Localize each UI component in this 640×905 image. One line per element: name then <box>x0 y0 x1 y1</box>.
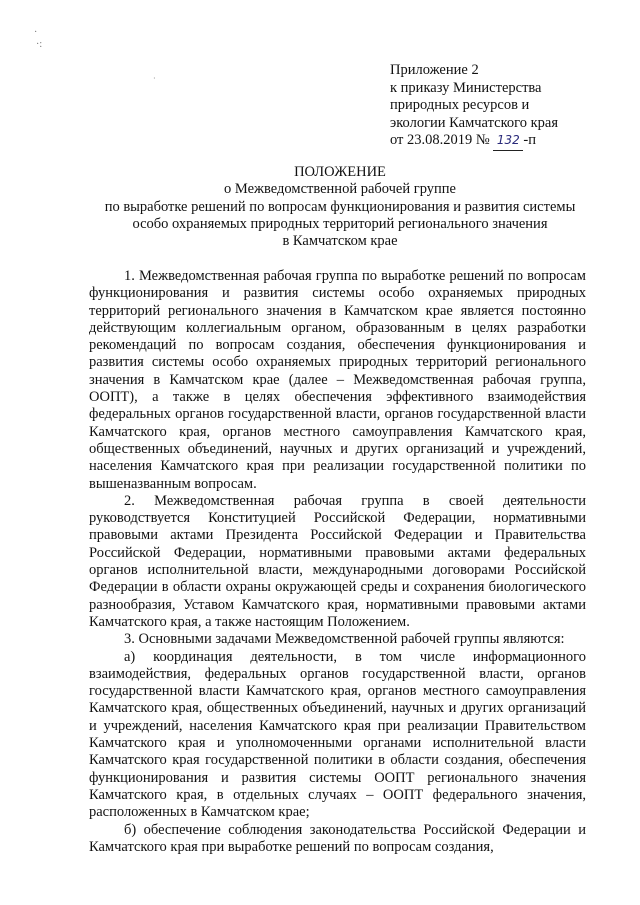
title-line: в Камчатском крае <box>282 233 398 250</box>
title-line: особо охраняемых природных территорий регионального значения <box>132 215 548 232</box>
appendix-line: экологии Камчатского края <box>390 114 558 131</box>
title-line: о Межведомственной рабочей группе <box>224 181 456 198</box>
paragraph-2: 2. Межведомственная рабочая группа в своей деятельности руководствуется Конституцией Российской Федерации, нормативными правовыми актами Президента Российской Федерации и Правительства Российской Федерации, нормативными правовыми актами федеральных органов исполнительной власти, международными договорами Российской Федерации в области охраны окружающей среды и сохранения биологического разнообразия, Уставом Камчатского края, нормативными правовыми актами Камчатского края, а также настоящим Положением. <box>89 492 586 630</box>
appendix-line: природных ресурсов и <box>390 97 530 113</box>
appendix-line: Приложение 2 <box>390 62 479 78</box>
scan-mark: · <box>153 74 156 83</box>
order-suffix: -п <box>523 132 536 148</box>
document-title <box>60 164 620 250</box>
appendix-header <box>390 62 630 151</box>
paragraph-1: 1. Межведомственная рабочая группа по выработке решений по вопросам функционирования и развития системы особо охраняемых природных территорий регионального значения в Камчатском крае является постоянно действующим коллегиальным органом, образованным в целях разработки рекомендаций по вопросам создания, обеспечения функционирования и развития системы особо охраняемых природных территорий регионального значения в Камчатском крае (далее – Межведомственная рабочая группа, ООПТ), а также в целях обеспечения эффективного взаимодействия федеральных органов государственной власти, органов государственной власти Камчатского края, органов местного самоуправления Камчатского края, общественных объединений, научных и других организаций и учреждений, населения Камчатского края при реализации государственной политики по вышеназванным вопросам. <box>89 268 586 492</box>
paragraph-3: 3. Основными задачами Межведомственной рабочей группы являются: <box>124 631 565 648</box>
paragraph-3a: а) координация деятельности, в том числе информационного взаимодействия, федеральных органов государственной власти, органов государственной власти Камчатского края, органов местного самоуправления Камчатского края, общественных объединений, научных и других организаций и учреждений, населения Камчатского края при реализации Правительством Камчатского края и уполномоченными органами исполнительной власти Камчатского края государственной политики в области создания, обеспечения функционирования и развития системы ООПТ регионального значения Камчатского края, в отдельных случаях – ООПТ федерального значения, расположенных в Камчатском крае; <box>89 648 586 821</box>
scan-mark: · <box>34 27 38 38</box>
title-line: по выработке решений по вопросам функционирования и развития системы <box>104 198 576 215</box>
paragraph-3b: б) обеспечение соблюдения законодательства Российской Федерации и Камчатского края при выработке решений по вопросам создания, <box>89 821 586 855</box>
title-heading: ПОЛОЖЕНИЕ <box>294 164 386 180</box>
document-body <box>89 268 586 856</box>
appendix-line: к приказу Министерства <box>390 79 542 96</box>
order-number: 132 <box>493 132 523 151</box>
appendix-date: от 23.08.2019 № <box>390 132 494 148</box>
scan-mark: ·: <box>36 39 43 50</box>
appendix-date-line <box>390 132 630 151</box>
